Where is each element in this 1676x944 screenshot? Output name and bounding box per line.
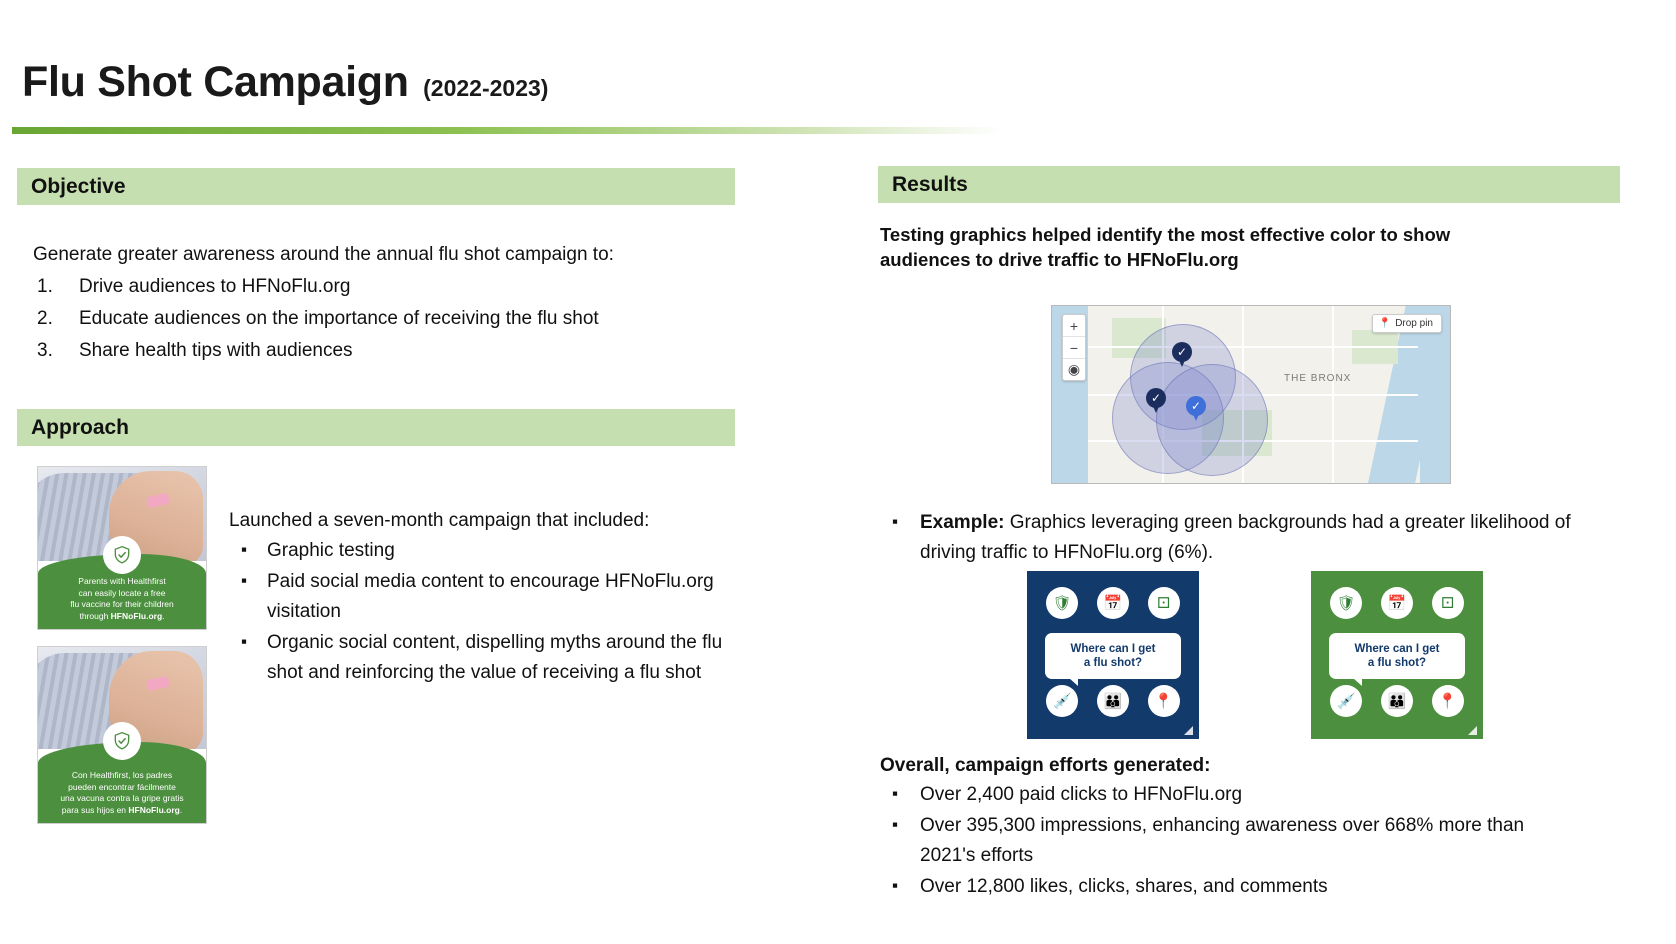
- list-item: ▪ Organic social content, dispelling myths around the flu shot and reinforcing the value of receiving a flu shot: [267, 628, 729, 688]
- ad-bubble-line-1: Where can I get: [1070, 643, 1156, 655]
- map-pin-marker-active[interactable]: [1186, 396, 1206, 422]
- map-pin-icon: 📍: [1378, 318, 1392, 329]
- approach-content: [229, 506, 729, 689]
- promo-caption-url-post: .: [179, 804, 183, 815]
- ad-icon-row-bottom: [1037, 685, 1189, 717]
- list-item: ▪ Over 12,800 likes, clicks, shares, and comments: [920, 872, 1580, 902]
- promo-caption-url-pre: para sus hijos en: [61, 804, 129, 815]
- location-pin-icon: 📍: [1148, 685, 1180, 717]
- location-pin-icon: 📍: [1432, 685, 1464, 717]
- syringe-icon: 💉: [1330, 685, 1362, 717]
- promo-caption-line: una vacuna contra la gripe gratis: [60, 793, 184, 803]
- ad-speech-bubble-navy: [1045, 633, 1181, 679]
- ad-corner-fold: [1468, 726, 1477, 735]
- ad-graphic-navy: [1027, 571, 1199, 739]
- locate-me-icon[interactable]: ◉: [1067, 361, 1081, 377]
- ad-bubble-line-2: a flu shot?: [1367, 657, 1427, 669]
- map-area-label: THE BRONX: [1284, 373, 1352, 384]
- map-zoom-controls[interactable]: [1062, 314, 1086, 381]
- objective-intro-text: Generate greater awareness around the annual flu shot campaign to:: [33, 244, 614, 265]
- promo-caption-url-pre: through: [79, 610, 111, 621]
- promo-caption-line: Parents with Healthfirst: [78, 576, 166, 586]
- list-item: ▪ Paid social media content to encourage HFNoFlu.org visitation: [267, 567, 729, 627]
- title-underline-rule: [12, 127, 1002, 134]
- list-item: ▪ Over 2,400 paid clicks to HFNoFlu.org: [920, 780, 1580, 810]
- map-pin-marker[interactable]: [1146, 388, 1166, 414]
- results-example-list: [880, 508, 1580, 568]
- promo-caption-line: pueden encontrar fácilmente: [68, 781, 176, 792]
- promo-caption-url: HFNoFlu.org: [128, 804, 180, 815]
- ad-bubble-line-2: a flu shot?: [1083, 657, 1143, 669]
- zoom-in-button[interactable]: +: [1063, 315, 1085, 337]
- ad-icon-row-bottom: [1321, 685, 1473, 717]
- syringe-icon: 💉: [1046, 685, 1078, 717]
- section-header-approach-label: Approach: [31, 415, 130, 439]
- results-lead-line-1: Testing graphics helped identify the most effective color to show: [880, 224, 1451, 245]
- list-item: [920, 508, 1580, 568]
- section-header-results: [878, 166, 1620, 203]
- section-header-objective-label: Objective: [31, 174, 126, 198]
- drop-pin-label: Drop pin: [1395, 318, 1433, 329]
- promo-caption-url: HFNoFlu.org: [110, 610, 163, 621]
- promo-caption-line: can easily locate a free: [78, 587, 166, 598]
- shield-check-icon: 🛡: [1046, 587, 1078, 619]
- list-item: ▪ Over 395,300 impressions, enhancing awareness over 668% more than 2021's efforts: [920, 811, 1580, 871]
- check-icon: ✓: [1186, 396, 1206, 416]
- approach-promo-image-spanish: [37, 646, 207, 824]
- overall-results-heading: Overall, campaign efforts generated:: [880, 755, 1211, 776]
- family-icon: 👪: [1097, 685, 1129, 717]
- map-coverage-circle: [1156, 364, 1268, 476]
- map-screenshot: [1051, 305, 1451, 484]
- drop-pin-button[interactable]: [1372, 314, 1442, 333]
- shield-check-icon: 🛡: [1330, 587, 1362, 619]
- calendar-icon: 📅: [1097, 587, 1129, 619]
- promo-caption-url-post: .: [162, 610, 165, 621]
- map-road: [1332, 306, 1334, 483]
- pin-tail: [1178, 358, 1186, 367]
- family-icon: 👪: [1381, 685, 1413, 717]
- shield-check-icon: [105, 724, 139, 758]
- check-icon: ✓: [1172, 342, 1192, 362]
- no-virus-icon: ⚀: [1148, 587, 1180, 619]
- calendar-icon: 📅: [1381, 587, 1413, 619]
- promo-caption-line: Con Healthfirst, los padres: [71, 770, 173, 780]
- approach-promo-image-english: [37, 466, 207, 630]
- title-main-text: Flu Shot Campaign: [22, 58, 409, 106]
- promo-caption-spanish: [44, 770, 200, 816]
- overall-results-list: [880, 780, 1580, 902]
- no-virus-icon: ⚀: [1432, 587, 1464, 619]
- ad-icon-row-top: [1321, 587, 1473, 619]
- pin-tail: [1192, 412, 1200, 421]
- list-item: Educate audiences on the importance of receiving the flu shot: [79, 308, 599, 329]
- objective-list: [33, 272, 733, 366]
- list-item: Drive audiences to HFNoFlu.org: [79, 276, 351, 297]
- promo-caption-line-url: [44, 611, 200, 623]
- shield-check-icon: [105, 538, 139, 572]
- promo-caption-line-url: [44, 805, 200, 817]
- promo-caption-line: flu vaccine for their children: [70, 599, 174, 609]
- objective-content: [33, 240, 733, 368]
- ad-speech-bubble-green: [1329, 633, 1465, 679]
- zoom-out-button[interactable]: −: [1063, 337, 1085, 359]
- example-text: Graphics leveraging green backgrounds had a greater likelihood of driving traffic to HFNoFlu.org (6%).: [920, 512, 1571, 563]
- map-pin-marker[interactable]: [1172, 342, 1192, 368]
- section-header-results-label: Results: [892, 172, 968, 196]
- ad-bubble-line-1: Where can I get: [1354, 643, 1440, 655]
- ad-corner-fold: [1184, 726, 1193, 735]
- page-title: [22, 58, 1122, 107]
- example-label: Example:: [920, 512, 1005, 533]
- section-header-objective: [17, 168, 735, 205]
- approach-intro-text: Launched a seven-month campaign that included:: [229, 510, 650, 531]
- approach-list: [229, 536, 729, 688]
- title-years-text: (2022-2023): [423, 75, 549, 101]
- ad-graphic-green: [1311, 571, 1483, 739]
- results-example-block: [880, 508, 1580, 569]
- check-icon: ✓: [1146, 388, 1166, 408]
- promo-caption-english: [44, 576, 200, 622]
- results-lead-text: [880, 222, 1570, 272]
- list-item: Share health tips with audiences: [79, 340, 353, 361]
- list-item: ▪ Graphic testing: [267, 536, 729, 566]
- section-header-approach: [17, 409, 735, 446]
- ad-icon-row-top: [1037, 587, 1189, 619]
- results-lead-line-2: audiences to drive traffic to HFNoFlu.org: [880, 249, 1239, 270]
- overall-results-block: [880, 752, 1580, 903]
- pin-tail: [1152, 404, 1160, 413]
